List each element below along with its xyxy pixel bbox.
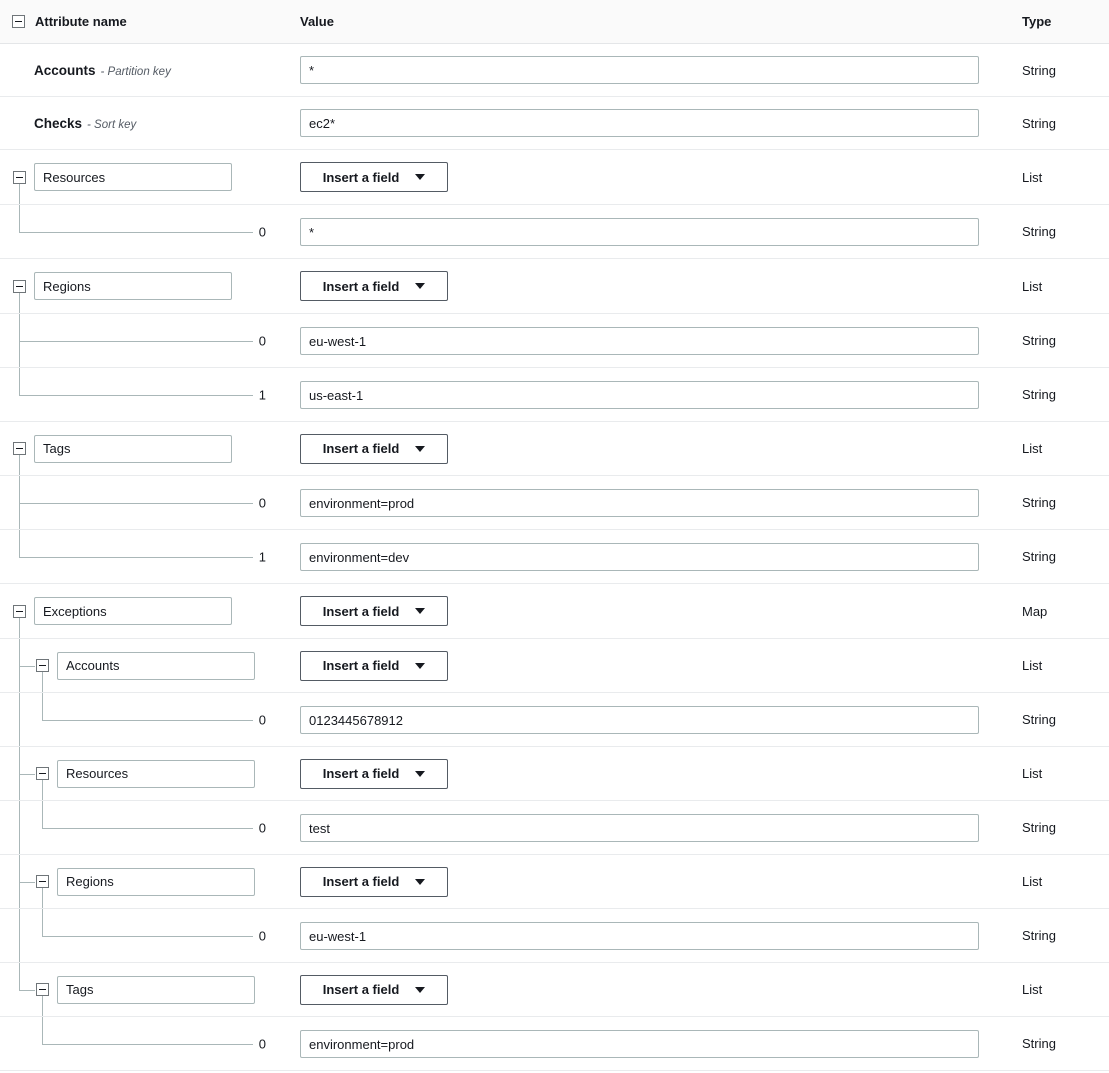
value-input[interactable] bbox=[300, 327, 979, 355]
row-name-cell bbox=[0, 44, 290, 96]
insert-field-button[interactable] bbox=[300, 596, 448, 626]
chevron-down-icon bbox=[415, 879, 425, 885]
insert-field-label: Insert a field bbox=[322, 441, 400, 456]
collapse-node-icon[interactable] bbox=[13, 605, 26, 618]
list-index-label: 1 bbox=[258, 387, 266, 402]
chevron-down-icon bbox=[415, 446, 425, 452]
row-name-cell bbox=[0, 855, 290, 908]
row-name-cell bbox=[0, 314, 290, 367]
attribute-name-input[interactable] bbox=[34, 163, 232, 191]
attribute-name-input[interactable] bbox=[57, 760, 255, 788]
collapse-node-icon[interactable] bbox=[13, 280, 26, 293]
row-name-cell bbox=[0, 801, 290, 854]
attribute-name-input[interactable] bbox=[34, 435, 232, 463]
row-name-cell bbox=[0, 150, 290, 204]
row-value-cell bbox=[290, 814, 1008, 842]
collapse-node-icon[interactable] bbox=[13, 171, 26, 184]
table-row bbox=[0, 693, 1109, 747]
table-row bbox=[0, 584, 1109, 639]
collapse-node-icon[interactable] bbox=[36, 659, 49, 672]
table-row bbox=[0, 97, 1109, 150]
insert-field-button[interactable] bbox=[300, 651, 448, 681]
insert-field-label: Insert a field bbox=[322, 658, 400, 673]
row-name-cell bbox=[0, 909, 290, 962]
row-value-cell bbox=[290, 218, 1008, 246]
table-row bbox=[0, 150, 1109, 205]
value-input[interactable] bbox=[300, 1030, 979, 1058]
tree-guides bbox=[0, 368, 290, 421]
row-type-cell: String bbox=[1022, 549, 1056, 564]
insert-field-button[interactable] bbox=[300, 867, 448, 897]
row-value-cell bbox=[290, 975, 1008, 1005]
row-name-cell bbox=[0, 97, 290, 149]
row-value-cell bbox=[290, 651, 1008, 681]
value-input[interactable] bbox=[300, 706, 979, 734]
row-name-cell bbox=[0, 1017, 290, 1070]
header-type-label: Type bbox=[1022, 14, 1052, 29]
list-index-label: 0 bbox=[258, 712, 266, 727]
table-row bbox=[0, 747, 1109, 801]
row-name-cell bbox=[0, 476, 290, 529]
row-type-cell: List bbox=[1022, 874, 1043, 889]
table-row bbox=[0, 855, 1109, 909]
row-type-cell: String bbox=[1022, 712, 1056, 727]
insert-field-button[interactable] bbox=[300, 271, 448, 301]
chevron-down-icon bbox=[415, 987, 425, 993]
value-input[interactable] bbox=[300, 56, 979, 84]
insert-field-label: Insert a field bbox=[322, 874, 400, 889]
row-name-cell bbox=[0, 747, 290, 800]
list-index-label: 0 bbox=[258, 224, 266, 239]
row-type-cell: String bbox=[1022, 1036, 1056, 1051]
value-input[interactable] bbox=[300, 489, 979, 517]
table-row bbox=[0, 314, 1109, 368]
insert-field-label: Insert a field bbox=[322, 603, 400, 619]
table-row bbox=[0, 476, 1109, 530]
table-row bbox=[0, 368, 1109, 422]
row-value-cell bbox=[290, 1030, 1008, 1058]
row-type-cell: String bbox=[1022, 224, 1056, 239]
list-index-label: 0 bbox=[258, 1036, 266, 1051]
row-type-cell: String bbox=[1022, 820, 1056, 835]
table-row bbox=[0, 205, 1109, 259]
insert-field-button[interactable] bbox=[300, 975, 448, 1005]
row-type-cell: List bbox=[1022, 658, 1043, 673]
row-type-cell: List bbox=[1022, 766, 1043, 781]
row-type-cell: String bbox=[1022, 115, 1056, 131]
list-index-label: 0 bbox=[258, 495, 266, 510]
list-index-label: 0 bbox=[258, 928, 266, 943]
row-type-cell: List bbox=[1022, 982, 1043, 997]
insert-field-label: Insert a field bbox=[322, 169, 400, 185]
attribute-name-text: Accounts bbox=[34, 62, 96, 78]
table-row bbox=[0, 639, 1109, 693]
row-name-cell bbox=[0, 422, 290, 475]
tree-guides bbox=[0, 693, 290, 746]
header-attribute-name-label: Attribute name bbox=[35, 14, 127, 29]
chevron-down-icon bbox=[415, 663, 425, 669]
table-row bbox=[0, 422, 1109, 476]
list-index-label: 0 bbox=[258, 333, 266, 348]
attribute-key-role: - Partition key bbox=[100, 65, 171, 78]
header-attribute-name-cell bbox=[0, 14, 290, 29]
tree-guides bbox=[0, 1017, 290, 1070]
value-input[interactable] bbox=[300, 543, 979, 571]
row-name-cell bbox=[0, 205, 290, 258]
collapse-node-icon[interactable] bbox=[36, 767, 49, 780]
tree-guides bbox=[0, 530, 290, 583]
chevron-down-icon bbox=[415, 283, 425, 289]
row-name-cell bbox=[0, 530, 290, 583]
chevron-down-icon bbox=[415, 174, 425, 180]
insert-field-button[interactable] bbox=[300, 759, 448, 789]
row-type-cell: List bbox=[1022, 169, 1043, 185]
row-value-cell bbox=[290, 543, 1008, 571]
attribute-key-label bbox=[0, 63, 171, 78]
row-type-cell: List bbox=[1022, 278, 1043, 294]
row-type-cell: String bbox=[1022, 928, 1056, 943]
row-type-cell: Map bbox=[1022, 603, 1048, 619]
attribute-name-text: Checks bbox=[34, 115, 83, 131]
insert-field-label: Insert a field bbox=[322, 278, 400, 294]
table-row bbox=[0, 1017, 1109, 1071]
tree-guides bbox=[0, 476, 290, 529]
row-value-cell bbox=[290, 271, 1008, 301]
row-value-cell bbox=[290, 596, 1008, 626]
row-value-cell bbox=[290, 489, 1008, 517]
table-row bbox=[0, 801, 1109, 855]
row-value-cell bbox=[290, 867, 1008, 897]
insert-field-label: Insert a field bbox=[322, 982, 400, 997]
row-name-cell bbox=[0, 259, 290, 313]
value-input[interactable] bbox=[300, 109, 979, 137]
value-input[interactable] bbox=[300, 922, 979, 950]
row-value-cell bbox=[290, 381, 1008, 409]
attribute-name-input[interactable] bbox=[57, 652, 255, 680]
tree-guides bbox=[0, 801, 290, 854]
row-value-cell bbox=[290, 706, 1008, 734]
attribute-name-input[interactable] bbox=[57, 976, 255, 1004]
collapse-node-icon[interactable] bbox=[36, 983, 49, 996]
row-name-cell bbox=[0, 584, 290, 638]
insert-field-button[interactable] bbox=[300, 162, 448, 192]
row-type-cell: String bbox=[1022, 387, 1056, 402]
table-row bbox=[0, 963, 1109, 1017]
table-row bbox=[0, 530, 1109, 584]
tree-guides bbox=[0, 205, 290, 258]
table-header-row bbox=[0, 0, 1109, 44]
row-name-cell bbox=[0, 963, 290, 1016]
insert-field-label: Insert a field bbox=[322, 766, 400, 781]
table-row bbox=[0, 259, 1109, 314]
attribute-name-input[interactable] bbox=[34, 272, 232, 300]
attribute-name-input[interactable] bbox=[34, 597, 232, 625]
row-value-cell bbox=[290, 759, 1008, 789]
row-type-cell: String bbox=[1022, 333, 1056, 348]
table-row bbox=[0, 44, 1109, 97]
attribute-key-role: - Sort key bbox=[87, 118, 137, 131]
row-type-cell: List bbox=[1022, 441, 1043, 456]
row-name-cell bbox=[0, 368, 290, 421]
row-type-cell: String bbox=[1022, 62, 1056, 78]
row-value-cell bbox=[290, 922, 1008, 950]
row-value-cell bbox=[290, 434, 1008, 464]
row-value-cell bbox=[290, 162, 1008, 192]
collapse-node-icon[interactable] bbox=[36, 875, 49, 888]
attribute-name-input[interactable] bbox=[57, 868, 255, 896]
table-row bbox=[0, 909, 1109, 963]
row-value-cell bbox=[290, 327, 1008, 355]
row-name-cell bbox=[0, 639, 290, 692]
chevron-down-icon bbox=[415, 771, 425, 777]
insert-field-button[interactable] bbox=[300, 434, 448, 464]
row-name-cell bbox=[0, 693, 290, 746]
attribute-key-label bbox=[0, 116, 136, 131]
row-value-cell bbox=[290, 109, 1008, 137]
row-value-cell bbox=[290, 56, 1008, 84]
value-input[interactable] bbox=[300, 814, 979, 842]
value-input[interactable] bbox=[300, 381, 979, 409]
chevron-down-icon bbox=[415, 608, 425, 614]
tree-guides bbox=[0, 909, 290, 962]
collapse-node-icon[interactable] bbox=[13, 442, 26, 455]
tree-guides bbox=[0, 314, 290, 367]
list-index-label: 0 bbox=[258, 820, 266, 835]
value-input[interactable] bbox=[300, 218, 979, 246]
collapse-all-icon[interactable] bbox=[12, 15, 25, 28]
list-index-label: 1 bbox=[258, 549, 266, 564]
row-type-cell: String bbox=[1022, 495, 1056, 510]
header-value-label: Value bbox=[300, 14, 334, 29]
